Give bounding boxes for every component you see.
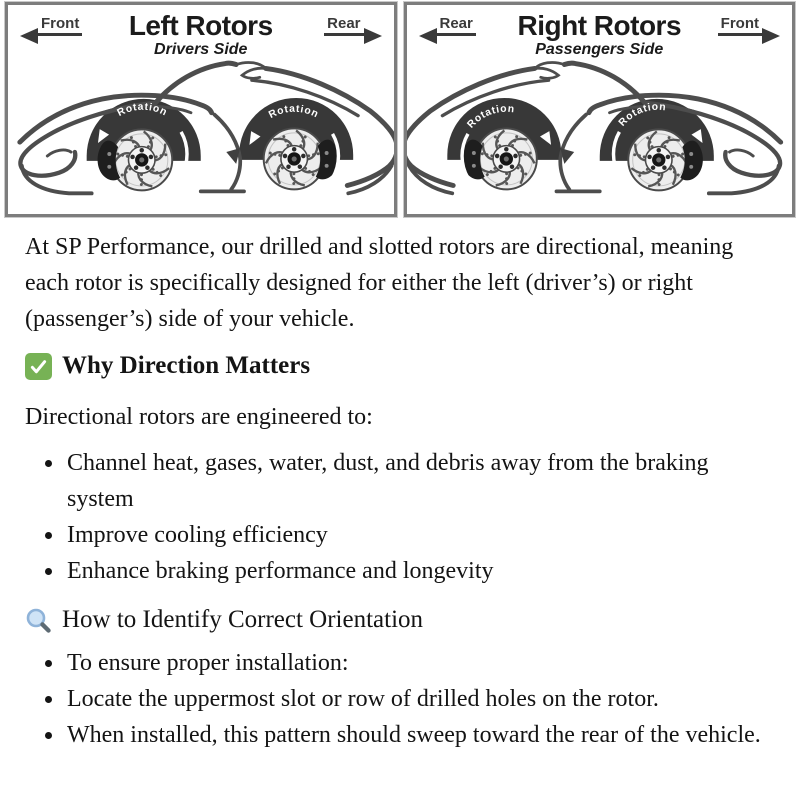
left-panel-subtitle: Drivers Side — [154, 41, 248, 58]
rear-direction-label — [324, 16, 381, 36]
intro-paragraph: At SP Performance, our drilled and slotted rotors are directional, meaning each rotor is specifically designed for either the left (driver’s) or right (passenger’s) side of your vehicle. — [25, 234, 734, 332]
heading-text: Why Direction Matters — [62, 352, 311, 379]
front-label: Front — [38, 16, 82, 36]
orientation-bullets-list — [25, 645, 770, 753]
rear-label: Rear — [437, 16, 476, 36]
why-direction-matters-heading — [25, 351, 770, 381]
list-item: • Enhance braking performance and longevity — [65, 553, 770, 589]
list-item: • Improve cooling efficiency — [65, 517, 770, 553]
left-rotors-panel — [5, 2, 397, 217]
list-item: • Channel heat, gases, water, dust, and debris away from the braking system — [65, 445, 770, 517]
list-item: • Locate the uppermost slot or row of drilled holes on the rotor. — [65, 681, 770, 717]
rotation-label: Rotation — [267, 103, 321, 121]
lead-paragraph: Directional rotors are engineered to: — [25, 404, 373, 430]
rear-label: Rear — [324, 16, 363, 36]
left-panel-header — [20, 12, 382, 58]
right-car-illustration — [407, 53, 793, 213]
left-panel-title: Left Rotors — [128, 10, 273, 41]
list-item: • When installed, this pattern should sweep toward the rear of the vehicle. — [65, 717, 770, 753]
check-icon — [25, 353, 52, 380]
heading-text: How to Identify Correct Orientation — [62, 606, 424, 633]
rotation-label: Rotation — [616, 101, 667, 129]
front-direction-label — [718, 16, 780, 36]
right-panel-header — [419, 12, 781, 58]
rotation-label: Rotation — [115, 101, 169, 119]
right-panel-title: Right Rotors — [517, 10, 682, 41]
rotor-direction-diagram — [0, 0, 800, 219]
why-bullets-list — [25, 445, 770, 589]
right-arrow-icon — [762, 28, 780, 44]
list-item: • To ensure proper installation: — [65, 645, 770, 681]
front-label: Front — [718, 16, 762, 36]
right-rotors-panel — [404, 2, 796, 217]
right-panel-subtitle: Passengers Side — [535, 41, 664, 58]
article-content — [0, 229, 800, 753]
left-car-illustration — [8, 53, 394, 213]
right-arrow-icon — [364, 28, 382, 44]
rotation-label: Rotation — [465, 103, 515, 131]
identify-orientation-heading — [25, 605, 770, 635]
magnifier-icon — [25, 607, 52, 634]
